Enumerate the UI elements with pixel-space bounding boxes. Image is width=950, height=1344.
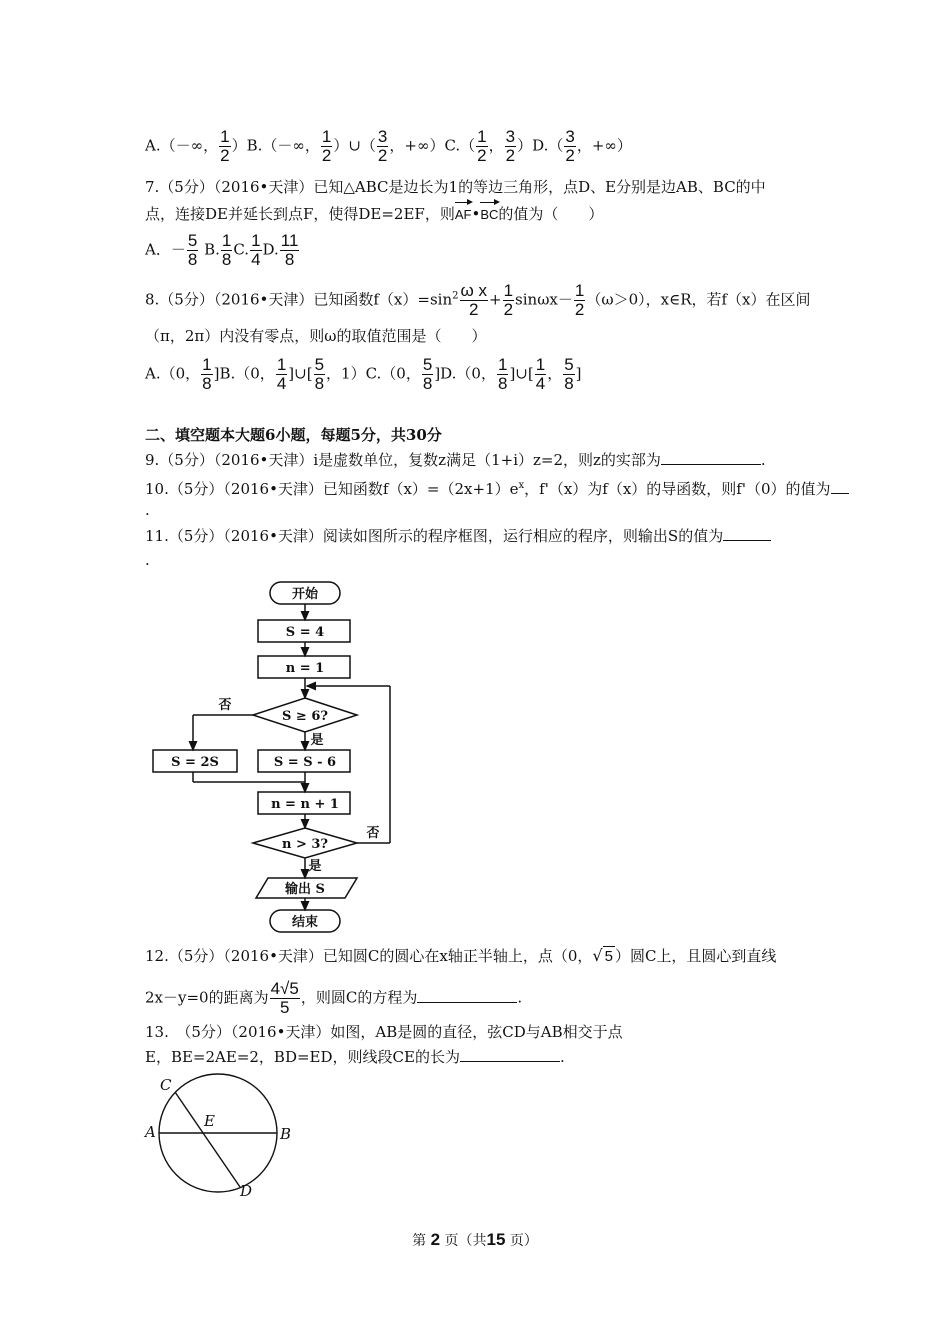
flow-label-cond1: S ≥ 6? — [282, 709, 328, 724]
q12-text: 12.（5分）（2016•天津）已知圆C的圆心在x轴正半轴上，点（0， — [145, 947, 593, 965]
q7-line1: 7.（5分）（2016•天津）已知△ABC是边长为1的等边三角形，点D、E分别是边AB、BC的中 — [145, 178, 766, 196]
flow-label-yes1: 是 — [310, 733, 324, 748]
answer-blank[interactable] — [661, 450, 761, 465]
q7-opt-a: A．－ — [145, 240, 186, 259]
page-total: 15 — [486, 1230, 506, 1249]
q8-text: sinωx－ — [515, 290, 573, 309]
q8-text: （ω＞0），x∈R，若f（x）在区间 — [586, 290, 811, 309]
q8-text: ， — [547, 364, 563, 383]
q11-text: 11.（5分）（2016•天津）阅读如图所示的程序框图，运行相应的程序，则输出S的值为 — [145, 527, 724, 545]
fraction: $\frac{11}{8}$ — [280, 231, 299, 269]
q12-text: ，则圆C的方程为 — [300, 988, 418, 1007]
q7-line2 — [145, 199, 603, 225]
q7-opt-d: D. — [262, 240, 279, 259]
q8-text: ] — [575, 364, 582, 383]
chord-cd — [175, 1092, 240, 1187]
dot-operator: • — [471, 205, 481, 223]
page-footer — [0, 1230, 950, 1250]
q10-text: 10.（5分）（2016•天津）已知函数f（x）=（2x+1）e — [145, 480, 519, 498]
footer-text: 页（共 — [444, 1233, 487, 1249]
q8-line2: （π，2π）内没有零点，则ω的取值范围是（ ） — [145, 327, 487, 345]
point-label-b: B — [280, 1125, 292, 1143]
q8-text: + — [489, 290, 502, 309]
vector-af: AF — [455, 199, 472, 225]
q7-options — [145, 232, 300, 269]
q8-text: 8.（5分）（2016•天津）已知函数f（x）=sin — [145, 290, 453, 309]
footer-text: 第 — [412, 1233, 427, 1249]
q8-text: ]∪[ — [509, 364, 534, 383]
q6-opt-c: ，+∞）C.（ — [389, 136, 476, 155]
superscript: 2 — [452, 290, 459, 302]
q9-text: . — [760, 451, 766, 469]
q6-opt-a: A.（－∞， — [145, 136, 219, 155]
flow-label-s2s: S = 2S — [171, 755, 219, 770]
flow-label-no2: 否 — [366, 826, 380, 841]
fraction: $\frac{5}{8}$ — [422, 355, 433, 393]
fraction: $\frac{5}{8}$ — [187, 231, 198, 269]
q10-end: . — [145, 501, 150, 519]
answer-blank[interactable] — [723, 526, 771, 541]
q13-text: E，BE=2AE=2，BD=ED，则线段CE的长为 — [145, 1048, 460, 1066]
circle-figure — [140, 1070, 300, 1205]
q8-opt-c: ，1）C.（0， — [326, 364, 421, 383]
flow-label-ss6: S = S - 6 — [273, 755, 337, 770]
q9 — [145, 450, 766, 470]
q10-text: ，f'（x）为f（x）的导函数，则f'（0）的值为 — [524, 480, 831, 498]
fraction: $\frac{5}{8}$ — [314, 355, 325, 393]
q8-options — [145, 356, 582, 393]
vector-bc: BC — [480, 199, 498, 225]
q8-line1 — [145, 282, 811, 319]
sqrt-radicand: 5 — [604, 948, 613, 965]
fraction: $\frac{1}{4}$ — [535, 355, 546, 393]
flow-label-n1: n = 1 — [285, 661, 325, 676]
q10 — [145, 476, 849, 499]
q12-text: 2x－y=0的距离为 — [145, 988, 269, 1007]
fraction: $\frac{5}{8}$ — [564, 355, 574, 393]
q8-opt-d: ]D.（0， — [434, 364, 496, 383]
flow-label-yes2: 是 — [308, 859, 322, 874]
q13-line2 — [145, 1047, 565, 1067]
fraction: $\frac{1}{2}$ — [220, 127, 230, 165]
point-label-a: A — [145, 1123, 156, 1141]
q12-line2 — [145, 980, 522, 1017]
point-label-e: E — [204, 1112, 215, 1130]
q6-options — [145, 128, 632, 165]
flow-label-end: 结束 — [291, 915, 319, 930]
fraction: $\frac{1}{8}$ — [497, 355, 508, 393]
q8-text: ]∪[ — [288, 364, 313, 383]
q6-opt-b: ）B.（－∞， — [231, 136, 320, 155]
program-flowchart — [145, 572, 415, 942]
q12-text: . — [517, 988, 523, 1007]
fraction: $\frac{1}{8}$ — [221, 231, 232, 269]
sqrt-sign: √ — [592, 946, 603, 965]
q12-line1 — [145, 946, 776, 967]
q7-text: 点，连接DE并延长到点F，使得DE=2EF，则 — [145, 205, 455, 223]
fraction: $\frac{1}{2}$ — [503, 281, 514, 319]
q7-text: 的值为（ ） — [498, 205, 604, 223]
q13-text: . — [559, 1048, 565, 1066]
answer-blank[interactable] — [417, 988, 517, 1003]
q11 — [145, 526, 771, 546]
fraction: $\frac{1}{2}$ — [321, 127, 332, 165]
fraction: $\frac{1}{2}$ — [477, 127, 487, 165]
q6-text: ， — [488, 136, 504, 155]
section-heading: 二、填空题本大题6小题，每题5分，共30分 — [145, 426, 442, 444]
q7-opt-b: B. — [199, 240, 220, 259]
q8-opt-b: ]B.（0， — [213, 364, 275, 383]
fraction: $\frac{4√5}{5}$ — [270, 979, 299, 1017]
point-label-c: C — [160, 1076, 172, 1094]
flow-label-output: 输出 S — [285, 882, 325, 897]
answer-blank[interactable] — [460, 1047, 560, 1062]
footer-text: 页） — [509, 1233, 538, 1249]
fraction: $\frac{3}{2}$ — [377, 127, 388, 165]
q12-text: ）圆C上，且圆心到直线 — [614, 947, 777, 965]
fraction: $\frac{\text{ω x}}{2}$ — [460, 281, 487, 319]
q7-opt-c: C. — [233, 240, 250, 259]
q8-opt-a: A.（0， — [145, 364, 201, 383]
flow-label-cond2: n > 3? — [281, 837, 329, 852]
flow-label-nn1: n = n + 1 — [271, 797, 339, 812]
q9-text: 9.（5分）（2016•天津）i是虚数单位，复数z满足（1+i）z=2，则z的实部为 — [145, 451, 661, 469]
fraction: $\frac{1}{2}$ — [574, 281, 585, 319]
flow-label-s4: S = 4 — [285, 625, 325, 640]
q6-text: ，+∞） — [576, 136, 632, 155]
fraction: $\frac{1}{4}$ — [251, 231, 261, 269]
fraction: $\frac{1}{8}$ — [202, 355, 212, 393]
page-number: 2 — [430, 1230, 441, 1249]
fraction: $\frac{3}{2}$ — [505, 127, 516, 165]
fraction: $\frac{1}{4}$ — [276, 355, 287, 393]
flow-label-no1: 否 — [218, 698, 232, 713]
q6-opt-d: ）D.（ — [517, 136, 564, 155]
point-label-d: D — [240, 1182, 253, 1200]
q6-text: ）∪（ — [333, 136, 376, 155]
flow-label-start: 开始 — [291, 587, 319, 602]
superscript: x — [518, 480, 525, 491]
fraction: $\frac{3}{2}$ — [565, 127, 575, 165]
q13-line1: 13. （5分）（2016•天津）如图，AB是圆的直径，弦CD与AB相交于点 — [145, 1023, 623, 1041]
answer-blank[interactable] — [831, 479, 849, 494]
q11-end: . — [145, 551, 150, 569]
